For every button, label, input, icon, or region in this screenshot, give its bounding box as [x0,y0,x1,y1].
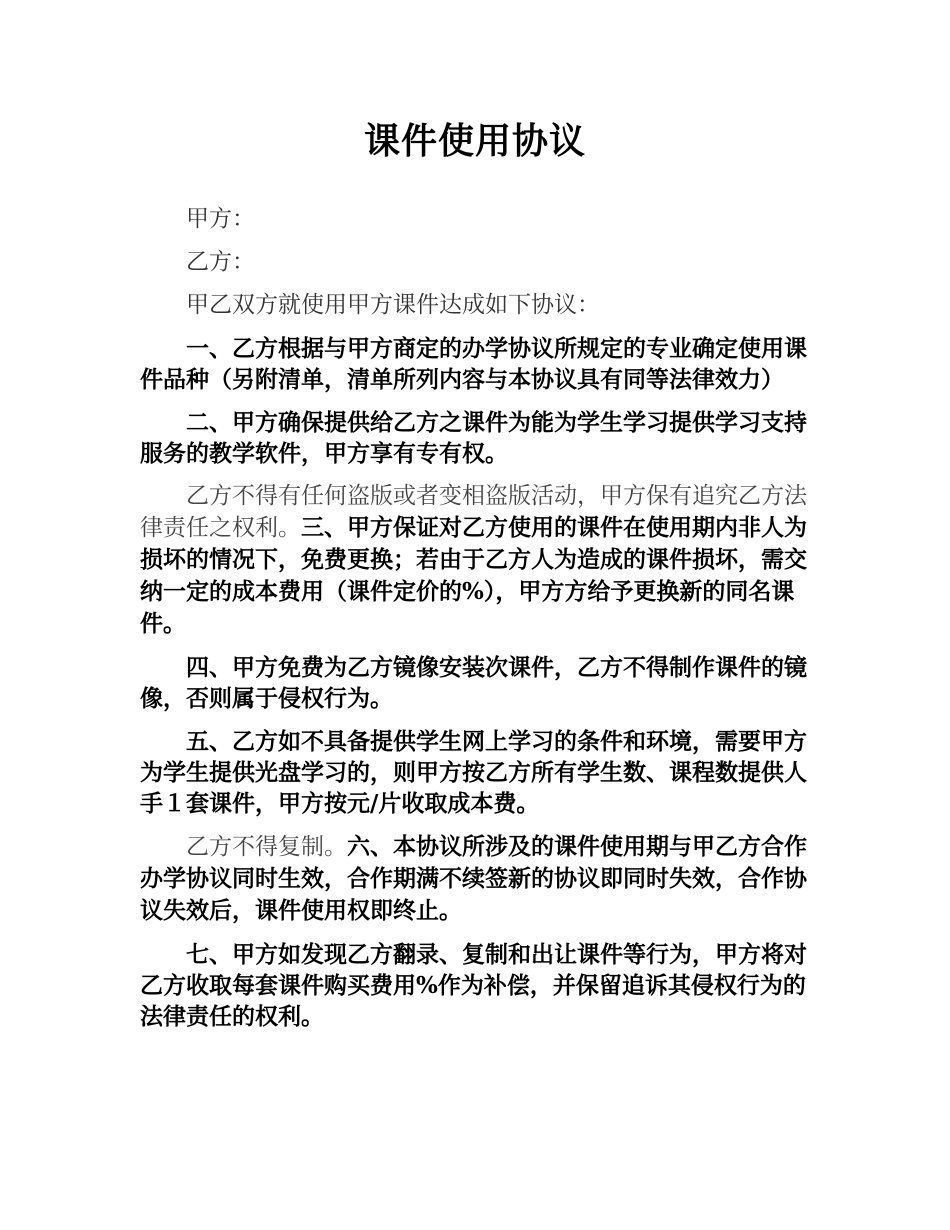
clause-1: 一、乙方根据与甲方商定的办学协议所规定的专业确定使用课件品种（另附清单，清单所列内容与本协议具有同等法律效力） [140,335,807,393]
party-b-line: 乙方： [186,249,255,275]
intro-paragraph: 甲乙双方就使用甲方课件达成如下协议： [186,292,600,318]
clause-5: 五、乙方如不具备提供学生网上学习的条件和环境，需要甲方为学生提供光盘学习的，则甲方按乙方所有学生数、课程数提供人手１套课件，甲方按元/片收取成本费。 [140,728,807,817]
document-title: 课件使用协议 [363,121,586,162]
clause-2: 二、甲方确保提供给乙方之课件为能为学生学习提供学习支持服务的教学软件，甲方享有专有权。 [140,409,807,467]
party-a-line: 甲方： [186,206,255,232]
clause-3: 三、甲方保证对乙方使用的课件在使用期内非人为损坏的情况下，免费更换；若由于乙方人为造成的课件损坏，需交纳一定的成本费用（课件定价的%），甲方方给予更换新的同名课件。 [140,514,807,637]
clause-5-6-paragraph [140,831,820,927]
clause-5-note: 乙方不得复制。 [186,834,347,860]
clause-4: 四、甲方免费为乙方镜像安装次课件，乙方不得制作课件的镜像，否则属于侵权行为。 [140,654,807,712]
clause-2-note: 乙方不得有任何盗版或者变相盗版活动，甲方保有追究乙方法律责任之权利。 [140,483,807,541]
clause-6: 六、本协议所涉及的课件使用期与甲乙方合作办学协议同时生效，合作期满不续签新的协议即同时失效，合作协议失效后，课件使用权即终止。 [140,833,807,924]
clause-2-3-paragraph [140,481,820,640]
clause-7: 七、甲方如发现乙方翻录、复制和出让课件等行为，甲方将对乙方收取每套课件购买费用%作为补偿，并保留追诉其侵权行为的法律责任的权利。 [140,941,807,1030]
document-body [140,204,820,1044]
